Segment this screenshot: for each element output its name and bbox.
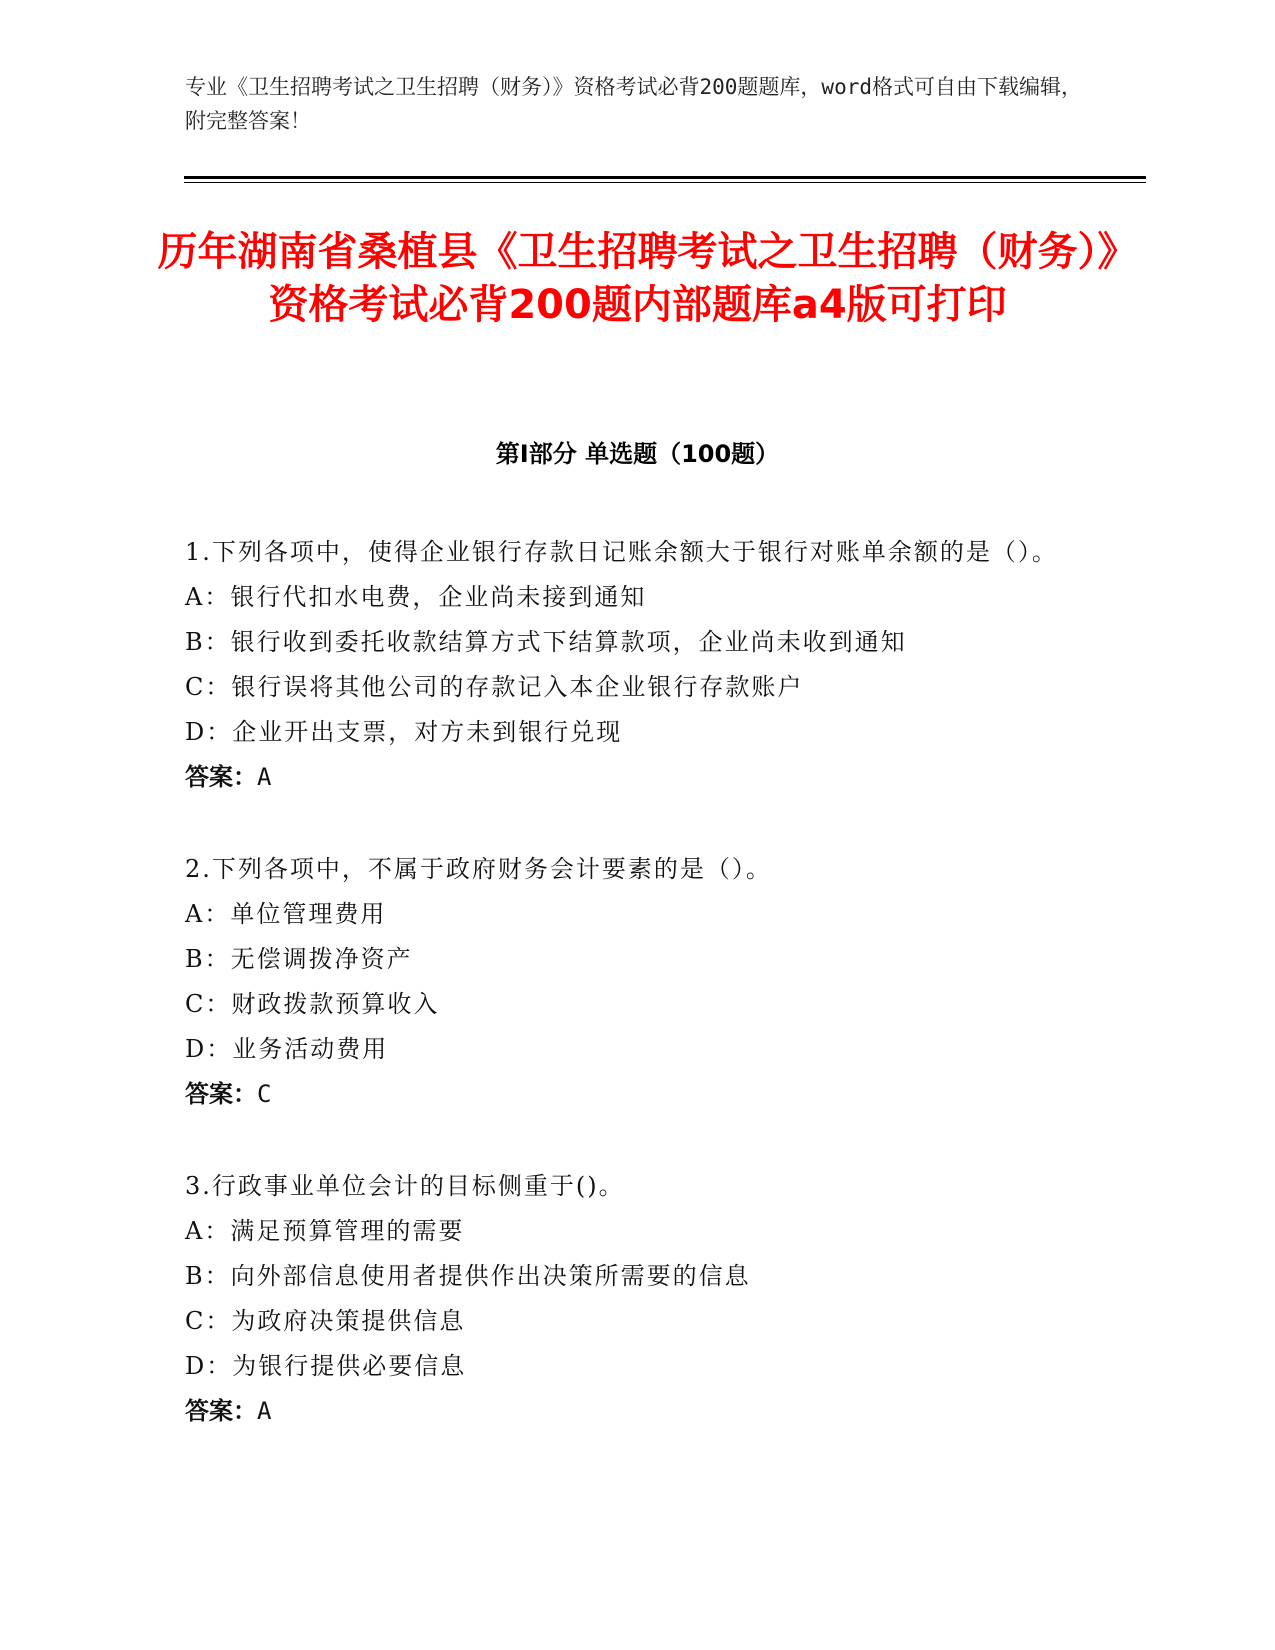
- question-2: [185, 847, 1065, 1117]
- option-d: D：为银行提供必要信息: [185, 1352, 467, 1380]
- answer-line: [185, 1072, 1065, 1117]
- header-note: 专业《卫生招聘考试之卫生招聘（财务）》资格考试必背200题题库，word格式可自由下载编辑，附完整答案！: [185, 75, 1082, 133]
- answer-label: 答案：: [185, 1080, 257, 1108]
- answer-label: 答案：: [185, 763, 257, 791]
- header-divider-thin: [184, 182, 1146, 183]
- answer-line: [185, 755, 1065, 800]
- option-a: A：满足预算管理的需要: [185, 1217, 465, 1245]
- answer-value: C: [257, 1080, 272, 1108]
- question-text: 1.下列各项中，使得企业银行存款日记账余额大于银行对账单余额的是（）。: [185, 538, 1058, 566]
- answer-label: 答案：: [185, 1397, 257, 1425]
- option-c: C：为政府决策提供信息: [185, 1307, 466, 1335]
- option-b: B：银行收到委托收款结算方式下结算款项，企业尚未收到通知: [185, 628, 907, 656]
- answer-line: [185, 1389, 1065, 1434]
- option-b: B：向外部信息使用者提供作出决策所需要的信息: [185, 1262, 751, 1290]
- question-3: [185, 1164, 1065, 1434]
- option-d: D：业务活动费用: [185, 1035, 389, 1063]
- option-c: C：财政拨款预算收入: [185, 990, 440, 1018]
- header-divider-thick: [184, 176, 1146, 179]
- question-text: 2.下列各项中，不属于政府财务会计要素的是（）。: [185, 855, 772, 883]
- section-heading: 第I部分 单选题（100题）: [495, 440, 780, 468]
- option-a: A：单位管理费用: [185, 900, 387, 928]
- option-a: A：银行代扣水电费，企业尚未接到通知: [185, 583, 647, 611]
- answer-value: A: [257, 763, 272, 791]
- option-b: B：无偿调拨净资产: [185, 945, 413, 973]
- answer-value: A: [257, 1397, 272, 1425]
- question-1: [185, 530, 1065, 800]
- question-list: [185, 530, 1065, 1481]
- option-c: C：银行误将其他公司的存款记入本企业银行存款账户: [185, 673, 804, 701]
- option-d: D：企业开出支票，对方未到银行兑现: [185, 718, 623, 746]
- document-title: 历年湖南省桑植县《卫生招聘考试之卫生招聘（财务）》资格考试必背200题内部题库a4版可打印: [157, 229, 1118, 328]
- question-text: 3.行政事业单位会计的目标侧重于()。: [185, 1172, 625, 1200]
